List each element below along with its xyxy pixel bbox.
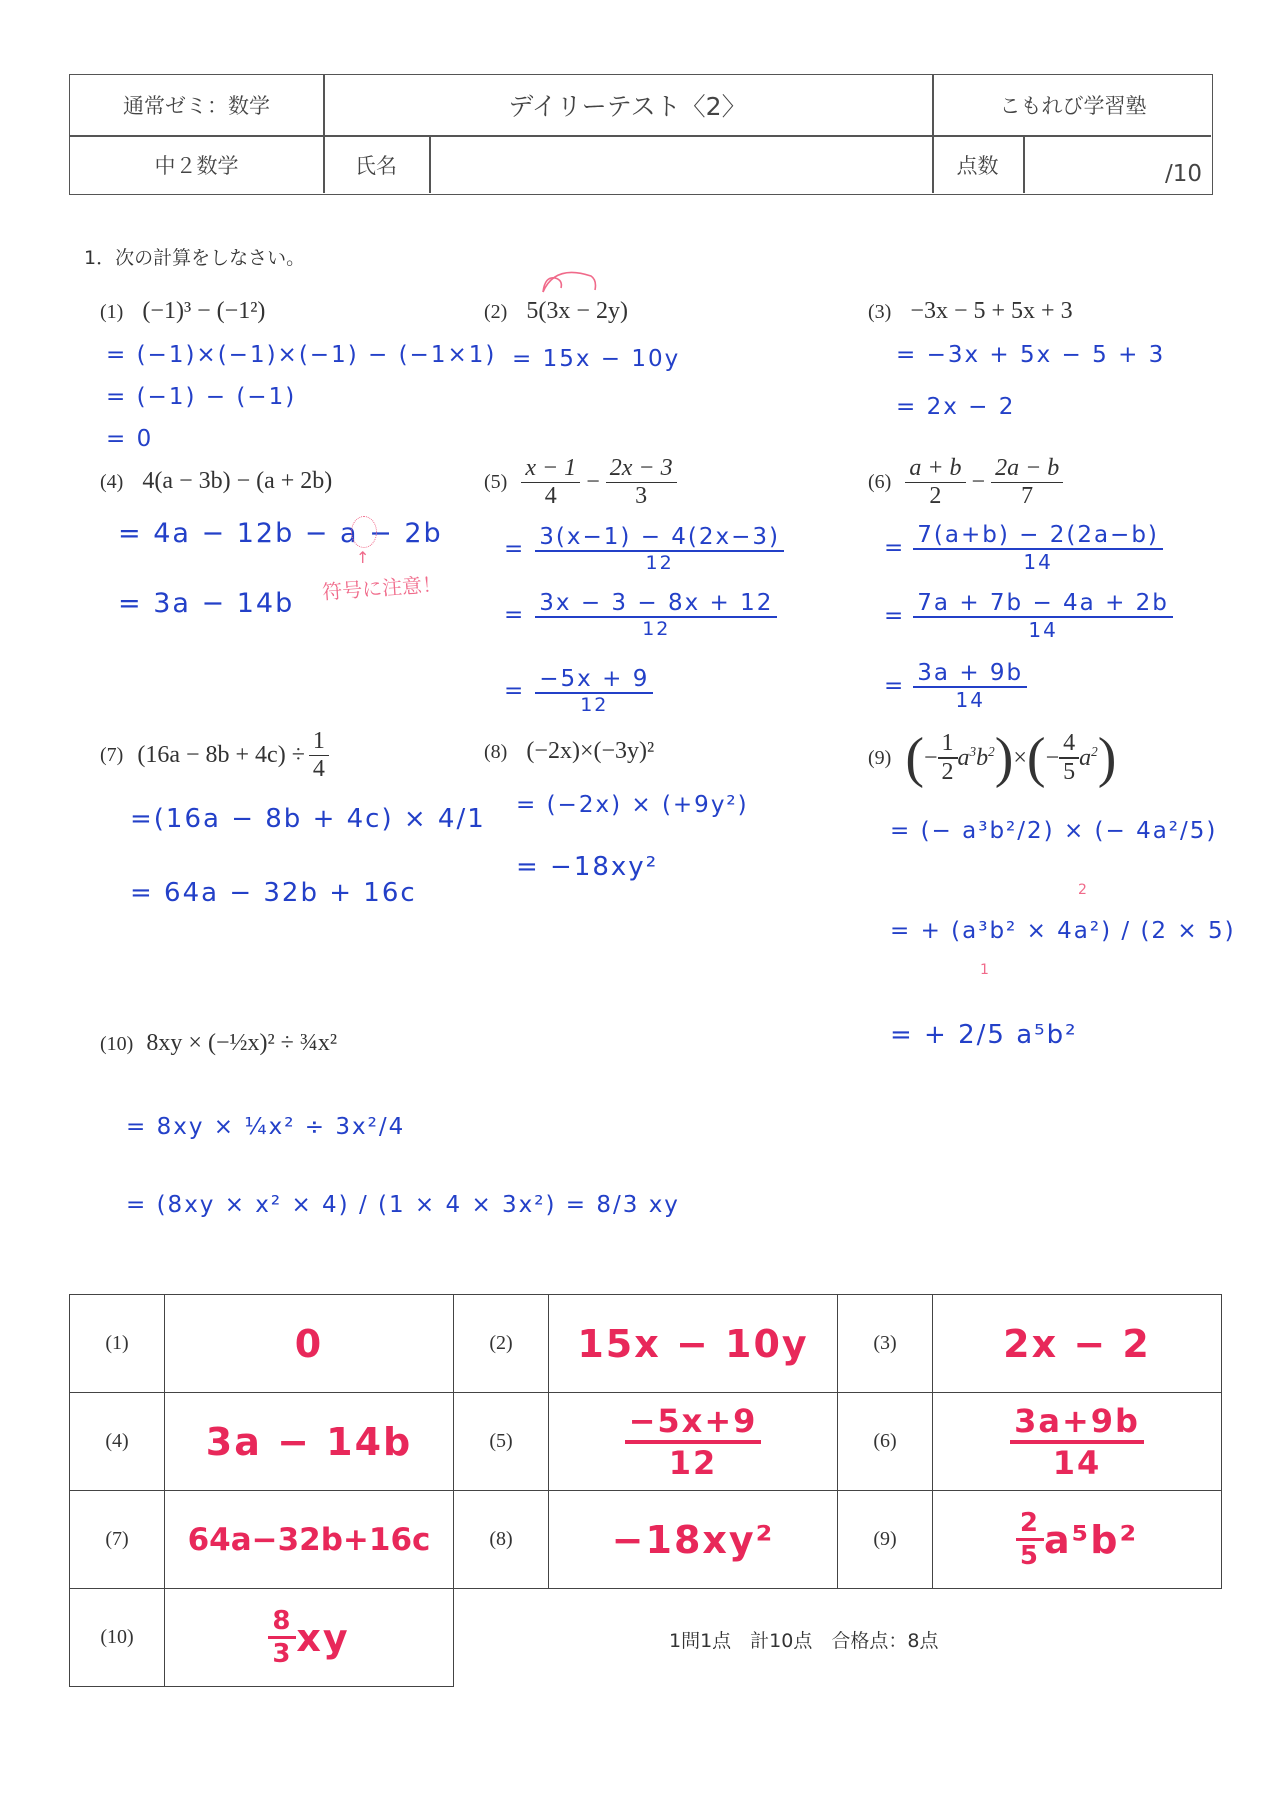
problem-number: (5) (484, 471, 508, 494)
score-total: /10 (1164, 161, 1202, 187)
divider (932, 75, 934, 193)
answer-cell: 0 (164, 1294, 454, 1393)
scoring-note: 1問1点 計10点 合格点：8点 (669, 1630, 939, 1652)
answer-cell: −18xy² (548, 1490, 838, 1589)
sign-highlight-circle (351, 516, 377, 548)
work-line: = 8xy × ¼x² ÷ 3x²/4 (126, 1114, 406, 1140)
problem-expression: −3x − 5 + 5x + 3 (910, 298, 1073, 324)
answer-cell: $\frac{8}{3}$ xy (164, 1588, 454, 1687)
answer-label: (7) (69, 1490, 165, 1589)
work-line: = 0 (106, 426, 154, 452)
answer-label: (1) (69, 1294, 165, 1393)
answer-cell: 3a − 14b (164, 1392, 454, 1491)
header-table (69, 74, 1213, 195)
answer-cell: $\frac{-5x+9}{12}$ (548, 1392, 838, 1491)
test-title: デイリーテスト〈2〉 (508, 92, 747, 121)
problem-number: (8) (484, 741, 508, 763)
answer-label: (2) (453, 1294, 549, 1393)
answer-cell: 15x − 10y (548, 1294, 838, 1393)
problem-expression: 4(a − 3b) − (a + 2b) (142, 468, 333, 494)
problem-expression: ( − $\frac{1}{2}$ $a^3b^2$ ) × ( − $\frac{4}{5}$ $a^2$ ) (905, 727, 1117, 789)
work-line: = 15x − 10y (512, 346, 681, 372)
problem-number: (7) (100, 744, 124, 767)
divider (70, 135, 1211, 137)
work-line: = (− a³b²/2) × (− 4a²/5) (890, 818, 1218, 844)
answer-cell: $\frac{3a+9b}{14}$ (932, 1392, 1222, 1491)
divider (1023, 135, 1025, 193)
work-line: = $\frac{-5x + 9}{12}$ (504, 666, 653, 716)
problem-number: (6) (868, 471, 892, 494)
grade-label: 中２数学 (154, 154, 239, 178)
problem-8 (484, 738, 654, 765)
problem-number: (3) (868, 301, 892, 323)
problem-10 (100, 1030, 337, 1057)
work-line: = $\frac{7a + 7b - 4a + 2b}{14}$ (884, 590, 1173, 642)
school-name: こもれび学習塾 (999, 94, 1147, 118)
problem-number: (2) (484, 301, 508, 323)
work-line: =(16a − 8b + 4c) × 4/1 (130, 804, 486, 834)
instruction: 1．次の計算をしなさい。 (84, 247, 306, 269)
answer-label: (5) (453, 1392, 549, 1491)
work-line: = 4a − 12b − a − 2b (118, 518, 443, 549)
score-label: 点数 (956, 154, 999, 178)
problem-number: (4) (100, 471, 124, 493)
problem-7: (7) (16a − 8b + 4c) ÷ $\frac{1}{4}$ (100, 728, 329, 783)
problem-4 (100, 468, 332, 495)
work-line: = $\frac{3x - 3 - 8x + 12}{12}$ (504, 590, 777, 640)
problem-6 (868, 455, 1063, 510)
problem-number: (9) (868, 746, 892, 769)
answer-label: (3) (837, 1294, 933, 1393)
answer-cell: 64a−32b+16c (164, 1490, 454, 1589)
problem-3 (868, 298, 1073, 325)
problem-expression: (−2x)×(−3y)² (526, 738, 655, 764)
work-line: = 3a − 14b (118, 588, 295, 619)
arrow-up-icon: ↑ (356, 548, 370, 567)
work-line: = + (a³b² × 4a²) / (2 × 5) (890, 918, 1236, 944)
problem-number: (1) (100, 301, 124, 323)
work-line: = $\frac{3a + 9b}{14}$ (884, 660, 1027, 712)
divider (429, 135, 431, 193)
problem-5 (484, 455, 677, 510)
answer-cell: $\frac{2}{5}$ a⁵b² (932, 1490, 1222, 1589)
work-line: = (−2x) × (+9y²) (516, 792, 749, 818)
answer-label: (9) (837, 1490, 933, 1589)
work-line: = $\frac{3(x-1) - 4(2x-3)}{12}$ (504, 524, 784, 574)
problem-expression: $\frac{x - 1}{4}$ − $\frac{2x - 3}{3}$ (521, 455, 676, 510)
answer-cell: 2x − 2 (932, 1294, 1222, 1393)
problem-2 (484, 298, 628, 325)
problem-expression: (−1)³ − (−1²) (142, 298, 266, 324)
answer-label: (4) (69, 1392, 165, 1491)
teacher-note: 符号に注意！ (321, 571, 443, 605)
problem-expression: $\frac{a + b}{2}$ − $\frac{2a - b}{7}$ (905, 455, 1063, 510)
problem-number: (10) (100, 1033, 134, 1055)
problem-1 (100, 298, 265, 325)
work-line: = (−1)×(−1)×(−1) − (−1×1) (106, 342, 497, 368)
distribution-arrows-icon (535, 268, 615, 298)
cancel-mark: 2 (1078, 882, 1087, 898)
work-line: = −3x + 5x − 5 + 3 (896, 342, 1166, 368)
work-line: = $\frac{7(a+b) - 2(2a-b)}{14}$ (884, 522, 1163, 574)
answer-label: (6) (837, 1392, 933, 1491)
name-label: 氏名 (355, 154, 397, 178)
work-line: = 64a − 32b + 16c (130, 878, 417, 908)
problem-expression: 8xy × (−½x)² ÷ ¾x² (146, 1030, 338, 1056)
problem-expression: 5(3x − 2y) (526, 298, 628, 324)
divider (323, 75, 325, 193)
answer-label: (8) (453, 1490, 549, 1589)
work-line: = (8xy × x² × 4) / (1 × 4 × 3x²) = 8/3 xy (126, 1192, 680, 1218)
work-line: = + 2/5 a⁵b² (890, 1020, 1078, 1050)
course-label: 通常ゼミ：数学 (123, 94, 270, 118)
cancel-mark: 1 (980, 962, 989, 978)
work-line: = (−1) − (−1) (106, 384, 297, 410)
work-line: = 2x − 2 (896, 394, 1016, 420)
problem-expression: (16a − 8b + 4c) ÷ (137, 742, 305, 769)
problem-9 (868, 726, 1116, 790)
answer-label: (10) (69, 1588, 165, 1687)
work-line: = −18xy² (516, 852, 659, 882)
name-field[interactable] (429, 135, 932, 195)
